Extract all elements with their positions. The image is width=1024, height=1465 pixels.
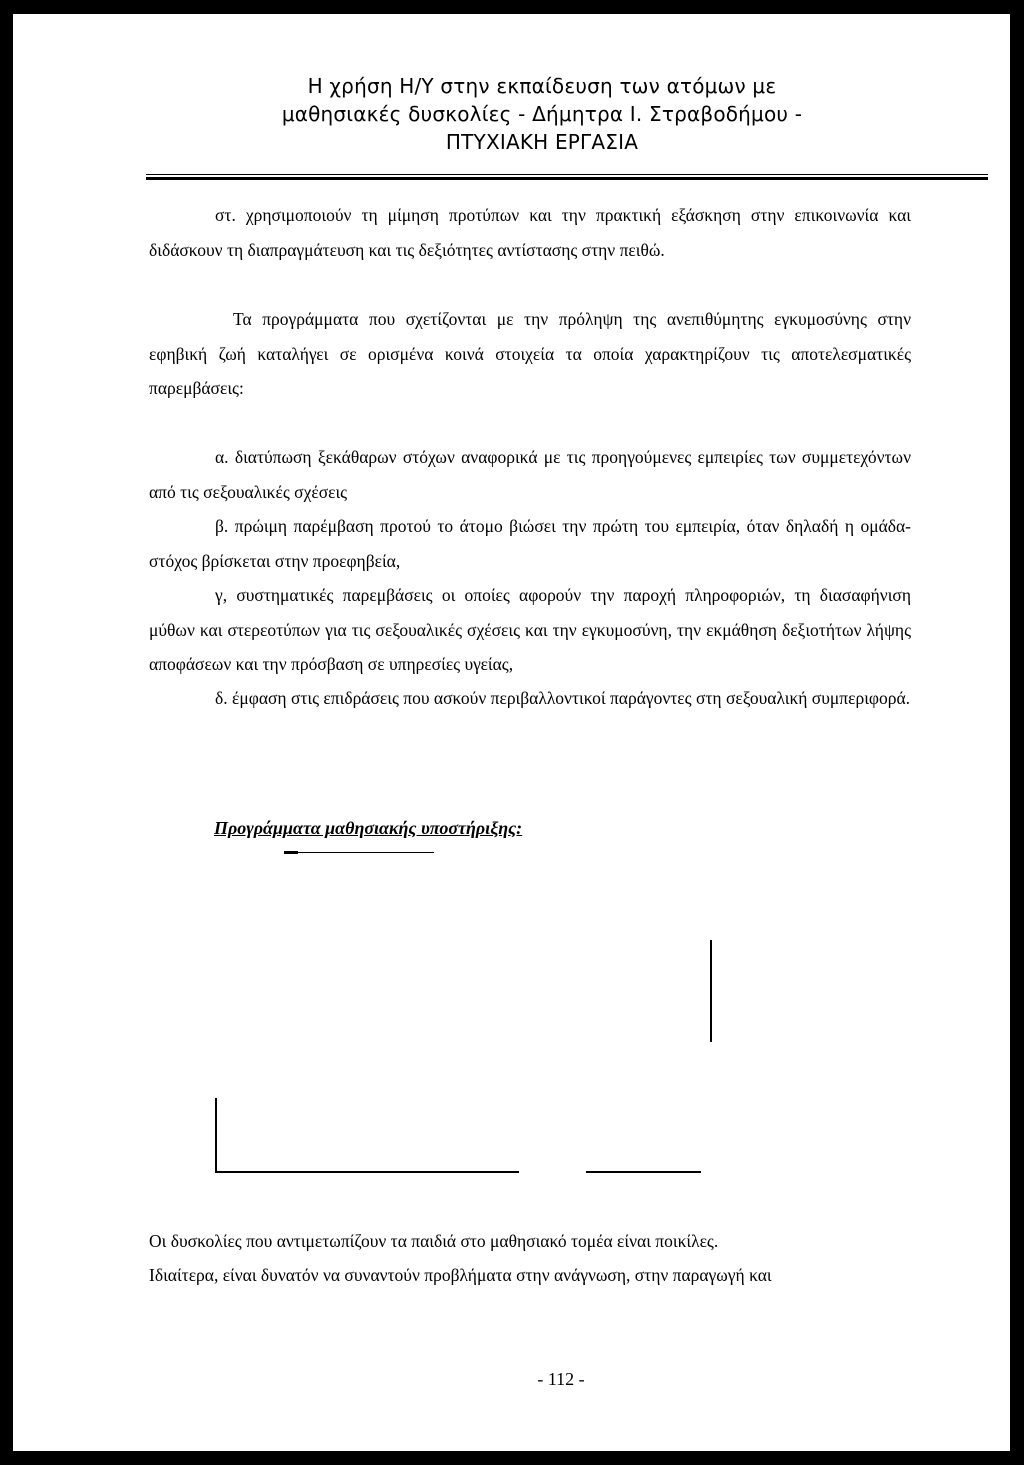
list-item-b: β. πρώιμη παρέμβαση προτού το άτομο βιώσει την πρώτη του εμπειρία, όταν δηλαδή η ομάδα-στόχος βρίσκεται στην προεφηβεία, (149, 516, 911, 571)
closing-paragraph-line-2: Ιδιαίτερα, είναι δυνατόν να συναντούν προβλήματα στην ανάγνωση, στην παραγωγή και (149, 1265, 772, 1285)
running-header (13, 72, 1024, 156)
header-line-2: μαθησιακές δυσκολίες - Δήμητρα Ι. Στραβοδήμου - (281, 102, 803, 126)
header-rule-thin (146, 174, 988, 175)
section-heading-rule-mark (284, 851, 298, 854)
figure-frame-left-edge (215, 1098, 217, 1171)
header-line-1: Η χρήση Η/Υ στην εκπαίδευση των ατόμων με (307, 74, 777, 98)
figure-frame-bottom-right (586, 1171, 701, 1173)
document-page (13, 14, 1010, 1451)
paragraph-intro: Τα προγράμματα που σχετίζονται με την πρόληψη της ανεπιθύμητης εγκυμοσύνης στην εφηβική ζωή καταλήγει σε ορισμένα κοινά στοιχεία τα οποία χαρακτηρίζουν τις αποτελεσματικές παρεμβάσεις: (149, 309, 911, 398)
list-item-a: α. διατύπωση ξεκάθαρων στόχων αναφορικά με τις προηγούμενες εμπειρίες των συμμετεχόντων από τις σεξουαλικές σχέσεις (149, 447, 911, 502)
section-heading-rule (284, 852, 434, 853)
page-number: - 112 - (537, 1369, 585, 1389)
figure-frame-bottom-left (215, 1171, 519, 1173)
section-heading: Προγράμματα μαθησιακής υποστήριξης: (214, 818, 523, 838)
header-rule-thick (146, 177, 988, 180)
header-line-3: ΠΤΥΧΙΑΚΗ ΕΡΓΑΣΙΑ (445, 130, 639, 154)
list-item-c: γ, συστηματικές παρεμβάσεις οι οποίες αφορούν την παροχή πληροφοριών, τη διασαφήνιση μύθων και στερεοτύπων για τις σεξουαλικές σχέσεις και την εγκυμοσύνη, την εκμάθηση δεξιοτήτων λήψης αποφάσεων και την πρόσβαση σε υπηρεσίες υγείας, (149, 585, 911, 674)
figure-frame-right-edge (710, 940, 712, 1042)
list-item-d: δ. έμφαση στις επιδράσεις που ασκούν περιβαλλοντικοί παράγοντες στη σεξουαλική συμπεριφορά. (215, 688, 911, 708)
paragraph-st: στ. χρησιμοποιούν τη μίμηση προτύπων και την πρακτική εξάσκηση στην επικοινωνία και διδάσκουν τη διαπραγμάτευση και τις δεξιότητες αντίστασης στην πειθώ. (149, 205, 911, 260)
closing-paragraph-line-1: Οι δυσκολίες που αντιμετωπίζουν τα παιδιά στο μαθησιακό τομέα είναι ποικίλες. (149, 1231, 719, 1251)
